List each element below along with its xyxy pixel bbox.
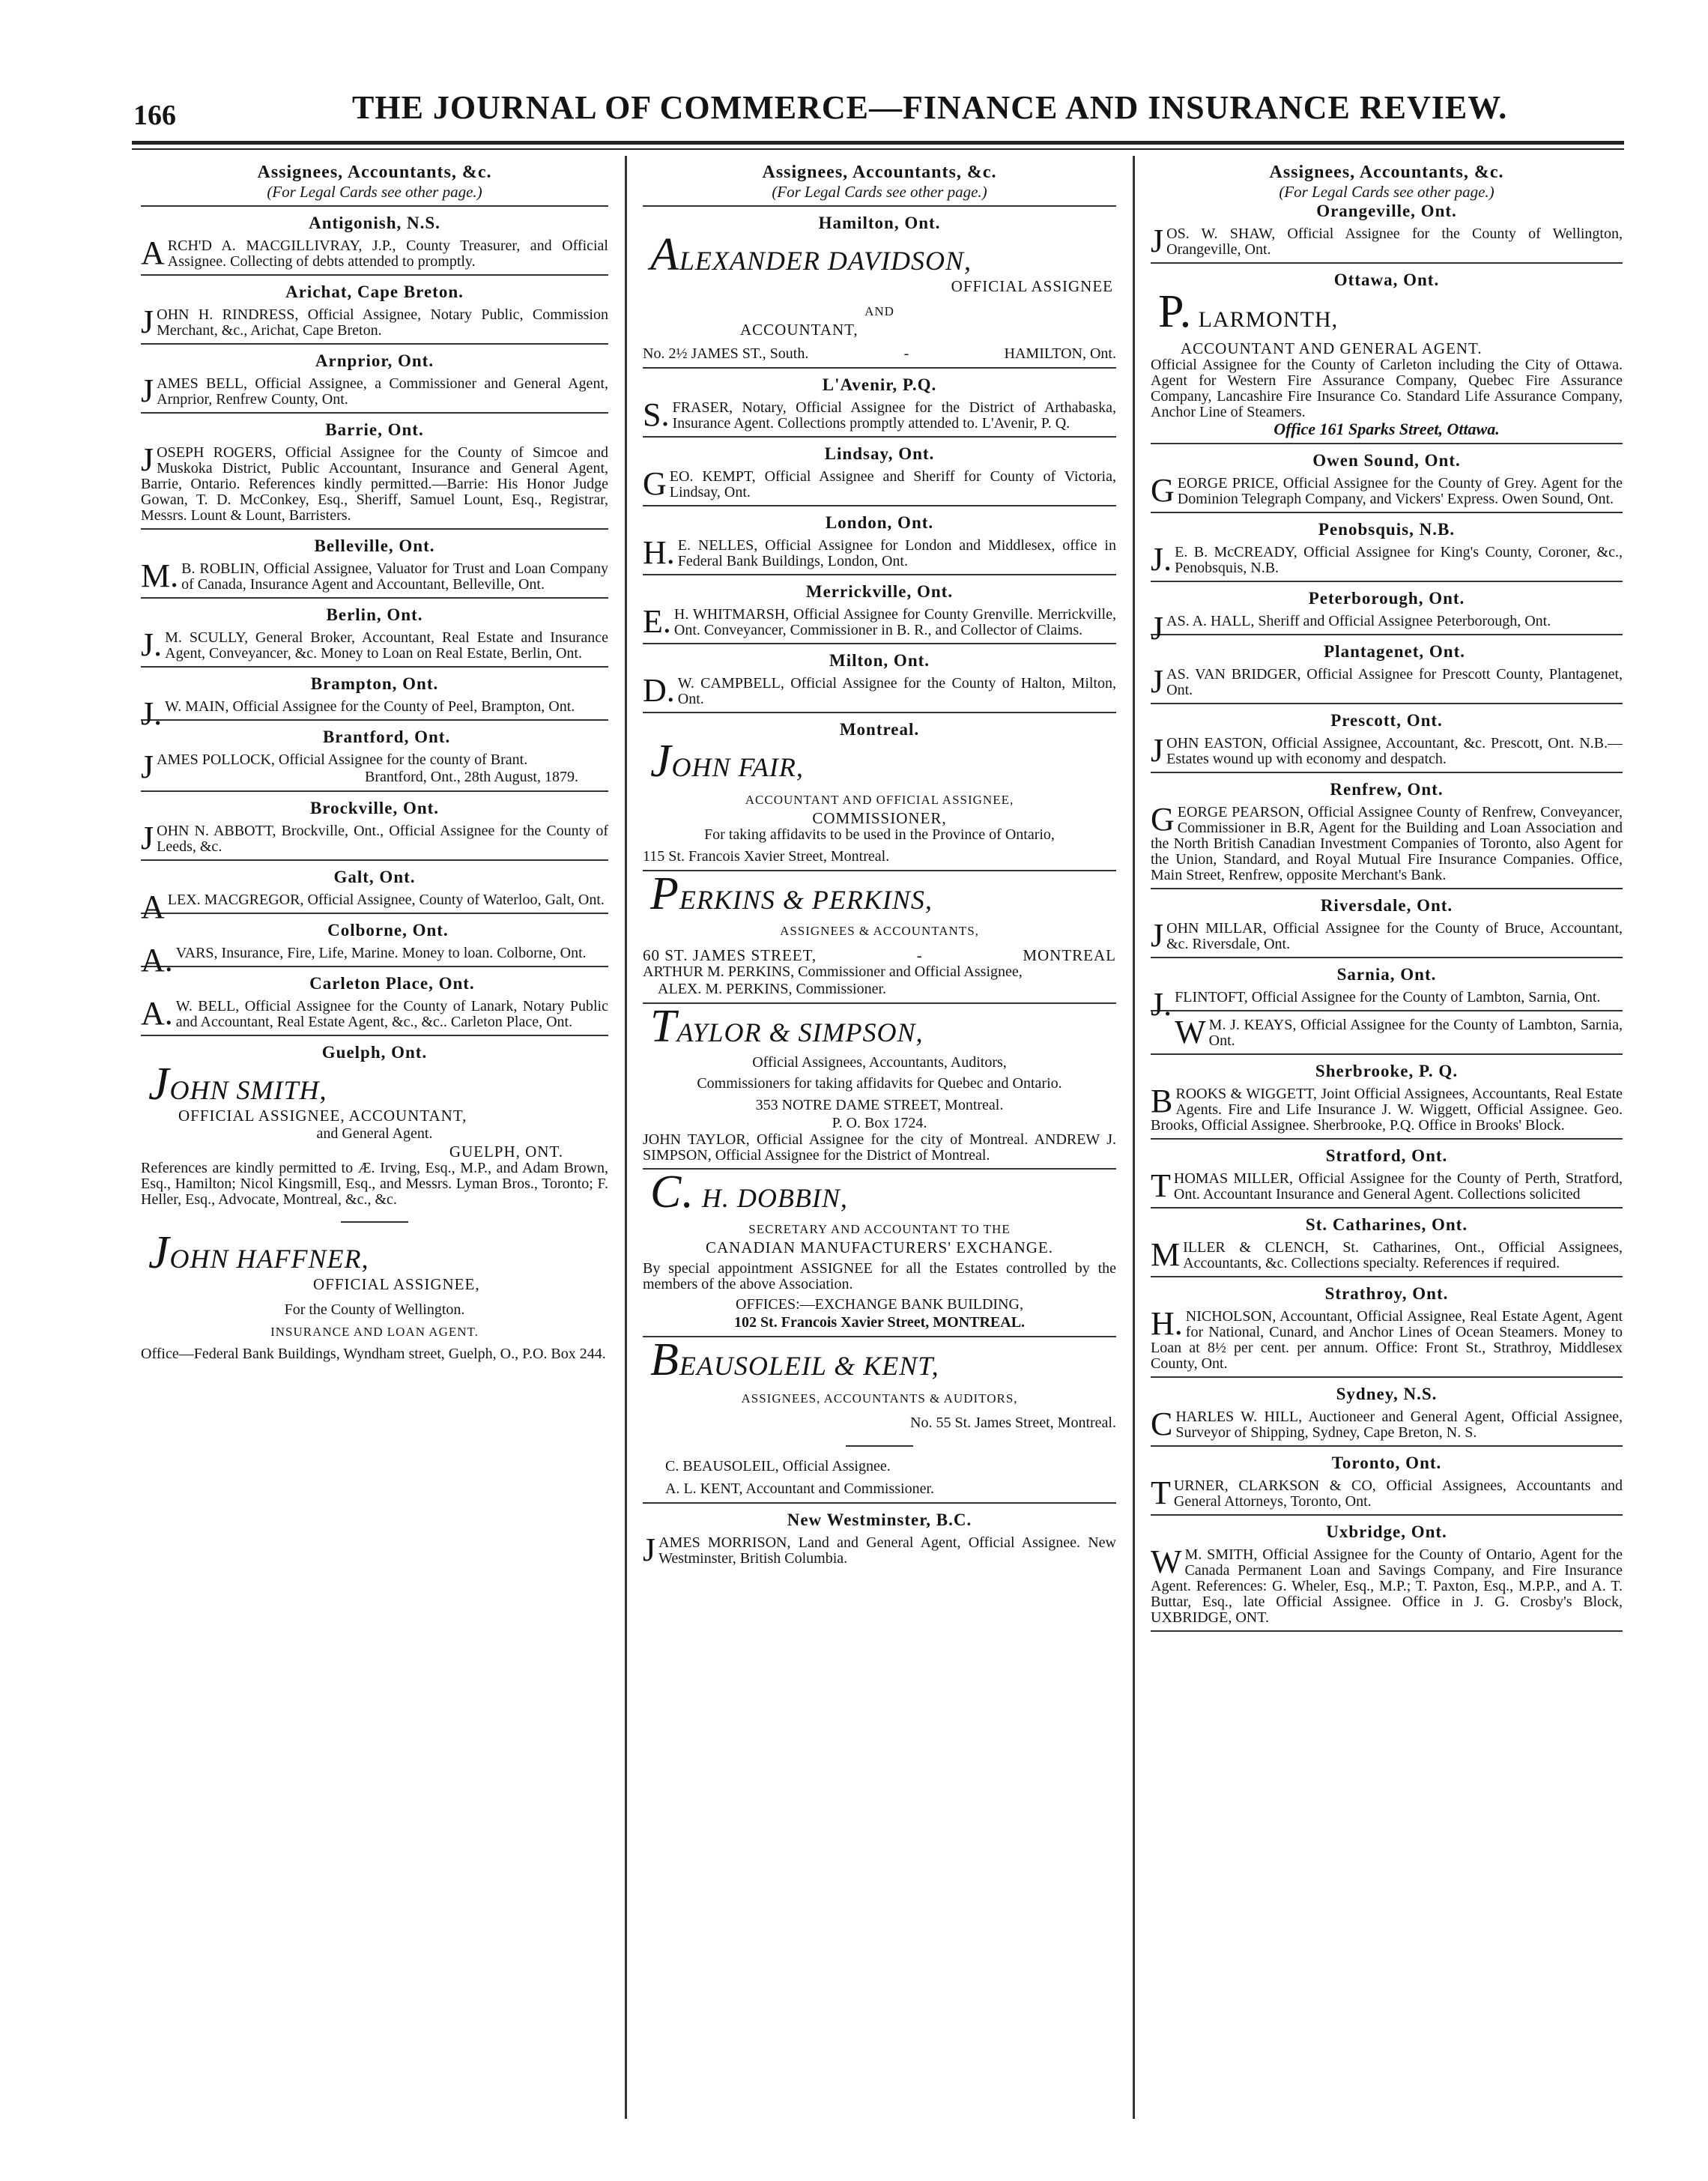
place-heading: Stratford, Ont.: [1325, 1146, 1448, 1165]
listing-text: ARCH'D A. MACGILLIVRAY, J.P., County Treasurer, and Official Assignee. Collecting of debts attended to promptly.: [141, 235, 608, 271]
place-heading: Uxbridge, Ont.: [1326, 1522, 1447, 1541]
divider: [643, 1002, 1116, 1004]
listing-text: JOHN EASTON, Official Assignee, Accountant, &c. Prescott, Ont. N.B.—Estates wound up with economy and despatch.: [1151, 732, 1623, 769]
listing: [1151, 1283, 1623, 1372]
advertiser-name: PERKINS & PERKINS,: [650, 868, 933, 919]
divider: [141, 913, 608, 914]
listing: [141, 674, 608, 732]
divider: [141, 412, 608, 414]
divider: [1151, 888, 1623, 889]
dash: -: [916, 946, 923, 964]
advertiser-title: SECRETARY AND ACCOUNTANT TO THE: [748, 1222, 1011, 1236]
divider: [643, 643, 1116, 644]
divider: [1151, 634, 1623, 635]
listing: [141, 867, 608, 925]
listing: [141, 536, 608, 593]
listing-guelph: [141, 1042, 608, 1208]
listing-text: JAMES MORRISON, Land and General Agent, Official Assignee. New Westminster, British Columbia.: [643, 1531, 1116, 1568]
divider: [1151, 512, 1623, 513]
listing: [643, 581, 1116, 638]
advertiser-title: ASSIGNEES, ACCOUNTANTS & AUDITORS,: [741, 1391, 1018, 1406]
listing: [1151, 1146, 1623, 1203]
listing-text: JAMES POLLOCK, Official Assignee for the county of Brant.: [141, 748, 528, 785]
listing: [643, 444, 1116, 500]
place-heading: Milton, Ont.: [829, 651, 930, 670]
listing-text: WM. J. KEAYS, Official Assignee for the County of Lambton, Sarnia, Ont.: [1175, 1014, 1623, 1050]
advertiser-county: For the County of Wellington.: [284, 1301, 465, 1318]
advertiser-title: ASSIGNEES & ACCOUNTANTS,: [780, 924, 979, 938]
partner-1: C. BEAUSOLEIL, Official Assignee.: [665, 1458, 891, 1474]
listing: [1151, 1384, 1623, 1441]
listing-text: JOS. W. SHAW, Official Assignee for the County of Wellington, Orangeville, Ont.: [1151, 223, 1623, 259]
advertiser-name: BEAUSOLEIL & KENT,: [650, 1334, 939, 1385]
divider: [643, 1336, 1116, 1337]
divider: [1151, 1445, 1623, 1447]
listing-text: JOSEPH ROGERS, Official Assignee for the County of Simcoe and Muskoka District, Public Accountant, Insurance and General Agent, Barrie, Ontario. References kindly permitted.—Barrie: His Honor Judge Gowan, T. D. McConkey, Esq., Sheriff, Samuel Lount, Esq., Registrar, Messrs. Lount & Lount, Barristers.: [141, 441, 608, 524]
divider: [643, 367, 1116, 369]
listing-text: JAMES BELL, Official Assignee, a Commissioner and General Agent, Arnprior, Renfrew County, Ont.: [141, 372, 608, 409]
header-rule-thin: [132, 148, 1624, 150]
listing: [1151, 588, 1623, 647]
column-header: Assignees, Accountants, &c.: [1269, 163, 1504, 182]
listing: [643, 512, 1116, 569]
divider: [643, 505, 1116, 506]
advertiser-subtitle: and General Agent.: [316, 1125, 433, 1142]
divider: [141, 719, 608, 721]
page-number: 166: [133, 100, 176, 131]
place-heading: New Westminster, B.C.: [787, 1510, 972, 1529]
listing-text: J.FLINTOFT, Official Assignee for the County of Lambton, Sarnia, Ont.: [1151, 986, 1601, 1023]
place-heading: Strathroy, Ont.: [1324, 1284, 1449, 1303]
advertiser-address: No. 2½ JAMES ST., South.: [643, 345, 809, 362]
place-heading: Sydney, N.S.: [1336, 1385, 1438, 1403]
listing-text: MILLER & CLENCH, St. Catharines, Ont., Official Assignees, Accountants, &c. Collections specialty. References if required.: [1151, 1236, 1623, 1273]
column-1: [141, 157, 608, 1365]
divider: [643, 436, 1116, 438]
listing-taylor: [643, 1001, 1116, 1164]
place-heading: Renfrew, Ont.: [1330, 780, 1444, 799]
advertiser-name: JOHN SMITH,: [148, 1059, 327, 1110]
divider: [643, 712, 1116, 713]
partner-2: ALEX. M. PERKINS, Commissioner.: [658, 981, 887, 997]
place-heading: Peterborough, Ont.: [1308, 589, 1465, 608]
advertiser-text: By special appointment ASSIGNEE for all the Estates controlled by the members of the above Association.: [643, 1260, 1116, 1292]
listing-text: THOMAS MILLER, Official Assignee for the County of Perth, Stratford, Ont. Accountant Insurance and General Agent. Collections solicited: [1151, 1167, 1623, 1204]
divider: [1151, 772, 1623, 773]
listing-text: GEO. KEMPT, Official Assignee and Sheriff for County of Victoria, Lindsay, Ont.: [643, 465, 1116, 502]
listing-text: JOHN H. RINDRESS, Official Assignee, Notary Public, Commission Merchant, &c., Arichat, Cape Breton.: [141, 303, 608, 340]
listing-text: J.M. SCULLY, General Broker, Accountant, Real Estate and Insurance Agent, Conveyancer, &c. Money to Loan on Real Estate, Berlin, Ont.: [141, 626, 608, 663]
listing-text: GEORGE PEARSON, Official Assignee County of Renfrew, Conveyancer, Commissioner in B.R, Agent for the Building and Loan Association and the North British Canadian Investment Companies of Toronto, also Agent for the Union, Standard, and Royal Mutual Fire Insurance Companies. Office, Main Street, Renfrew, opposite Merchant's Bank.: [1151, 801, 1623, 883]
divider: [1151, 443, 1623, 444]
advertiser-address: 353 NOTRE DAME STREET, Montreal.: [755, 1097, 1004, 1113]
place-heading: London, Ont.: [825, 513, 934, 532]
column-subheader: (For Legal Cards see other page.): [267, 183, 482, 201]
listing-text: JAS. A. HALL, Sheriff and Official Assignee Peterborough, Ont.: [1151, 610, 1551, 647]
advertiser-text: Official Assignee for the County of Carleton including the City of Ottawa. Agent for Western Fire Assurance Company, Quebec Fire Assurance Company, Lancashire Fire Insurance Co. Standard Life Assurance Company, Anchor Line of Steamers.: [1151, 357, 1623, 420]
advertiser-address: 102 St. Francois Xavier Street, MONTREAL.: [733, 1314, 1026, 1331]
listing-text: E.H. WHITMARSH, Official Assignee for County Grenville. Merrickville, Ont. Conveyancer, Commissioner in B. R., and Collector of Claims.: [643, 603, 1116, 640]
column-3: [1151, 157, 1623, 1638]
advertiser-text: Commissioners for taking affidavits for Quebec and Ontario.: [697, 1075, 1062, 1092]
advertiser-address: 115 St. Francois Xavier Street, Montreal.: [643, 848, 890, 865]
running-head: THE JOURNAL OF COMMERCE—FINANCE AND INSURANCE REVIEW.: [352, 89, 1508, 126]
listing-beausoleil: [643, 1334, 1116, 1498]
place-heading: Prescott, Ont.: [1330, 711, 1443, 730]
place-heading: Plantagenet, Ont.: [1324, 642, 1465, 661]
advertiser-offices: OFFICES:—EXCHANGE BANK BUILDING,: [736, 1296, 1023, 1313]
listing-text: TURNER, CLARKSON & CO, Official Assignees, Accountants and General Attorneys, Toronto, Ont.: [1151, 1474, 1623, 1511]
advertiser-address-row: [643, 946, 1116, 964]
short-divider: [846, 1445, 913, 1447]
listing: [141, 213, 608, 270]
place-heading: Sarnia, Ont.: [1336, 965, 1437, 984]
advertiser-address-row: [643, 345, 1116, 363]
listing: [1151, 1014, 1623, 1050]
listing-text: CHARLES W. HILL, Auctioneer and General Agent, Official Assignee, Surveyor of Shipping, Sydney, Cape Breton, N. S.: [1151, 1406, 1623, 1442]
listing-text: H.NICHOLSON, Accountant, Official Assignee, Real Estate Agent, Agent for National, Cunard, and Anchor Lines of Ocean Steamers. Money to Loan at 8½ per cent. per annum. Office: Front St., Strathroy, Middlesex County, Ont.: [1151, 1305, 1623, 1372]
listing-text: S.FRASER, Notary, Official Assignee for the District of Arthabaska, Insurance Agent. Collections promptly attended to. L'Avenir, P. Q.: [643, 396, 1116, 433]
place-heading: Penobsquis, N.B.: [1318, 520, 1456, 539]
advertiser-town: GUELPH, ONT.: [449, 1143, 563, 1161]
listing-text: WM. SMITH, Official Assignee for the County of Ontario, Agent for the Canada Permanent Loan and Savings Company, and Fire Insurance Agent. References: G. Wheler, Esq., M.P.; T. Paxton, Esq., M.P.P., and A. T. Buttar, Esq., late Official Assignee. Office in J. G. Crosby's Block, UXBRIDGE, ONT.: [1151, 1543, 1623, 1626]
divider: [141, 666, 608, 668]
listing: [141, 727, 608, 786]
listing-text: A.W. BELL, Official Assignee for the County of Lanark, Notary Public and Accountant, Real Estate Agent, &c., &c.. Carleton Place, Ont.: [141, 995, 608, 1032]
advertiser-text: For taking affidavits to be used in the Province of Ontario,: [704, 826, 1055, 843]
divider: [1151, 1010, 1623, 1011]
divider: [141, 205, 608, 207]
listing-haffner: [141, 1227, 608, 1362]
divider: [643, 1502, 1116, 1504]
divider: [141, 343, 608, 345]
place-heading: Brantford, Ont.: [322, 727, 451, 746]
divider: [1151, 581, 1623, 582]
header-rule: [132, 141, 1624, 145]
listing-text: J.E. B. McCREADY, Official Assignee for King's County, Coroner, &c., Penobsquis, N.B.: [1151, 541, 1623, 578]
listing-hamilton: [643, 213, 1116, 363]
listing: [141, 973, 608, 1030]
place-heading: Sherbrooke, P. Q.: [1315, 1062, 1459, 1080]
place-heading: L'Avenir, P.Q.: [822, 375, 937, 394]
divider: [141, 1035, 608, 1036]
listing-perkins: [643, 868, 1116, 998]
listing-date: Brantford, Ont., 28th August, 1879.: [365, 769, 578, 785]
listing-text: JOHN N. ABBOTT, Brockville, Ont., Official Assignee for the County of Leeds, &c.: [141, 820, 608, 856]
advertiser-accountant: ACCOUNTANT,: [740, 321, 858, 339]
advertiser-title: OFFICIAL ASSIGNEE, ACCOUNTANT,: [178, 1107, 467, 1125]
divider: [1151, 1207, 1623, 1209]
place-heading: Owen Sound, Ont.: [1312, 451, 1461, 470]
divider: [141, 528, 608, 530]
listing: [1151, 1453, 1623, 1510]
listing: [643, 375, 1116, 432]
place-heading: Antigonish, N.S.: [309, 214, 440, 232]
divider: [1151, 703, 1623, 704]
place-heading: Hamilton, Ont.: [818, 214, 941, 232]
advertiser-title: OFFICIAL ASSIGNEE: [951, 277, 1113, 295]
listing-text: H.E. NELLES, Official Assignee for London and Middlesex, office in Federal Bank Buildings, London, Ont.: [643, 534, 1116, 571]
divider: [141, 790, 608, 792]
advertiser-name: C. H. DOBBIN,: [650, 1167, 848, 1217]
listing-group: [1151, 450, 1623, 1632]
advertiser-agent: INSURANCE AND LOAN AGENT.: [270, 1325, 479, 1339]
place-heading: Berlin, Ont.: [326, 605, 423, 624]
place-heading: Brampton, Ont.: [310, 674, 439, 693]
advertiser-office: Office 161 Sparks Street, Ottawa.: [1274, 420, 1500, 438]
place-heading: Carleton Place, Ont.: [309, 974, 475, 993]
advertiser-title: Official Assignees, Accountants, Auditors,: [752, 1054, 1007, 1071]
listing: [1151, 450, 1623, 507]
listing: [141, 798, 608, 855]
divider: [1151, 1376, 1623, 1378]
advertiser-office: Office—Federal Bank Buildings, Wyndham street, Guelph, O., P.O. Box 244.: [141, 1346, 606, 1362]
listing-text: JAS. VAN BRIDGER, Official Assignee for Prescott County, Plantagenet, Ont.: [1151, 663, 1623, 700]
place-heading: Riversdale, Ont.: [1320, 896, 1453, 915]
advertiser-references: References are kindly permitted to Æ. Irving, Esq., M.P., and Adam Brown, Esq., Hamilton; Nicol Kingsmill, Esq., and Messrs. Lyman Bros., Toronto; F. Heller, Esq., Advocate, Montreal, &c., &c.: [141, 1160, 608, 1208]
divider: [141, 597, 608, 599]
listing: [141, 420, 608, 524]
divider: [1151, 1053, 1623, 1055]
advertiser-commissioner: COMMISSIONER,: [812, 809, 947, 827]
listing-text: BROOKS & WIGGETT, Joint Official Assignees, Accountants, Real Estate Agents. Fire and Life Insurance J. W. Wiggett, Official Assignee. Geo. Brooks, Official Assignee. Sherbrooke, P.Q. Office in Brooks' Block.: [1151, 1083, 1623, 1134]
listing-dobbin: [643, 1167, 1116, 1331]
divider: [643, 205, 1116, 207]
place-heading: Arichat, Cape Breton.: [285, 282, 464, 301]
advertiser-title: ACCOUNTANT AND OFFICIAL ASSIGNEE,: [745, 793, 1014, 807]
divider: [643, 1168, 1116, 1170]
listing-orangeville: [1151, 201, 1623, 258]
place-heading: Guelph, Ont.: [321, 1043, 428, 1062]
listing: [1151, 519, 1623, 576]
listing-group: [643, 375, 1116, 713]
advertiser-name: ALEXANDER DAVIDSON,: [650, 229, 972, 280]
advertiser-town: HAMILTON, Ont.: [1004, 345, 1116, 362]
listing: [643, 650, 1116, 707]
place-heading: Barrie, Ont.: [325, 420, 424, 439]
listing: [1151, 641, 1623, 698]
advertiser-street: 60 ST. JAMES STREET,: [643, 946, 817, 964]
column-divider: [1133, 156, 1135, 2119]
listing: [1151, 779, 1623, 883]
listing-ottawa: [1151, 270, 1623, 438]
listing: [1151, 1061, 1623, 1134]
listing-new-westminster: [643, 1510, 1116, 1567]
listing-text: GEORGE PRICE, Official Assignee for the County of Grey. Agent for the Dominion Telegraph Company, and Vickers' Express. Owen Sound, Ont.: [1151, 472, 1623, 509]
listing-fair: [643, 736, 1116, 865]
listing: [1151, 964, 1623, 1023]
place-heading: Lindsay, Ont.: [824, 444, 935, 463]
column-subheader: (For Legal Cards see other page.): [1279, 183, 1494, 201]
advertiser-name: JOHN FAIR,: [650, 736, 804, 787]
divider: [141, 859, 608, 861]
divider: [1151, 1138, 1623, 1140]
short-divider: [341, 1221, 408, 1223]
listing-group: [141, 213, 608, 1036]
divider: [1151, 1514, 1623, 1516]
divider: [1151, 1630, 1623, 1632]
advertiser-name: TAYLOR & SIMPSON,: [650, 1001, 924, 1052]
listing-text: M.B. ROBLIN, Official Assignee, Valuator for Trust and Loan Company of Canada, Insurance Agent and Accountant, Belleville, Ont.: [141, 557, 608, 594]
column-header: Assignees, Accountants, &c.: [257, 163, 492, 182]
listing: [1151, 1214, 1623, 1271]
divider: [643, 870, 1116, 871]
divider: [643, 574, 1116, 575]
partner-2: A. L. KENT, Accountant and Commissioner.: [665, 1480, 935, 1497]
place-heading: Merrickville, Ont.: [805, 582, 954, 601]
advertiser-title: ACCOUNTANT AND GENERAL AGENT.: [1181, 339, 1483, 357]
listing-text: D.W. CAMPBELL, Official Assignee for the County of Halton, Milton, Ont.: [643, 672, 1116, 709]
column-header: Assignees, Accountants, &c.: [762, 163, 997, 182]
advertiser-city: MONTREAL: [1023, 946, 1116, 964]
place-heading: Ottawa, Ont.: [1333, 270, 1440, 289]
listing: [1151, 1522, 1623, 1626]
listing: [141, 605, 608, 662]
place-heading: Colborne, Ont.: [327, 921, 449, 940]
divider: [1151, 1276, 1623, 1277]
dash: -: [903, 345, 909, 362]
advertiser-title: OFFICIAL ASSIGNEE,: [313, 1275, 480, 1293]
advertiser-partners: JOHN TAYLOR, Official Assignee for the city of Montreal. ANDREW J. SIMPSON, Official Assignee for the District of Montreal.: [643, 1131, 1116, 1164]
listing: [141, 920, 608, 978]
listing: [141, 351, 608, 408]
listing-text: A.VARS, Insurance, Fire, Life, Marine. Money to loan. Colborne, Ont.: [141, 942, 587, 978]
listing: [1151, 895, 1623, 952]
advertiser-address: No. 55 St. James Street, Montreal.: [910, 1415, 1116, 1431]
place-heading: Toronto, Ont.: [1331, 1454, 1442, 1472]
place-heading: St. Catharines, Ont.: [1305, 1215, 1468, 1234]
listing-text: ALEX. MACGREGOR, Official Assignee, County of Waterloo, Galt, Ont.: [141, 889, 605, 925]
listing-text: JOHN MILLAR, Official Assignee for the County of Bruce, Accountant, &c. Riversdale, Ont.: [1151, 917, 1623, 954]
place-heading: Arnprior, Ont.: [315, 351, 434, 370]
place-heading: Brockville, Ont.: [309, 799, 440, 817]
column-subheader: (For Legal Cards see other page.): [772, 183, 987, 201]
advertiser-name: P. LARMONTH,: [1158, 286, 1339, 337]
listing: [141, 282, 608, 339]
divider: [1151, 262, 1623, 264]
advertiser-box: P. O. Box 1724.: [832, 1115, 927, 1131]
column-divider: [625, 156, 627, 2119]
place-heading: Montreal.: [839, 720, 920, 739]
partner-1: ARTHUR M. PERKINS, Commissioner and Official Assignee,: [643, 964, 1023, 980]
listing: [1151, 710, 1623, 767]
conjunction: AND: [864, 304, 894, 318]
divider: [141, 274, 608, 276]
place-heading: Orangeville, Ont.: [1316, 202, 1457, 220]
divider: [141, 966, 608, 967]
listing-text: J.W. MAIN, Official Assignee for the County of Peel, Brampton, Ont.: [141, 695, 575, 732]
advertiser-name: JOHN HAFFNER,: [148, 1227, 369, 1278]
place-heading: Galt, Ont.: [333, 868, 416, 886]
advertiser-organisation: CANADIAN MANUFACTURERS' EXCHANGE.: [706, 1238, 1053, 1256]
place-heading: Belleville, Ont.: [314, 536, 435, 555]
column-2: [643, 157, 1116, 1570]
divider: [1151, 957, 1623, 958]
